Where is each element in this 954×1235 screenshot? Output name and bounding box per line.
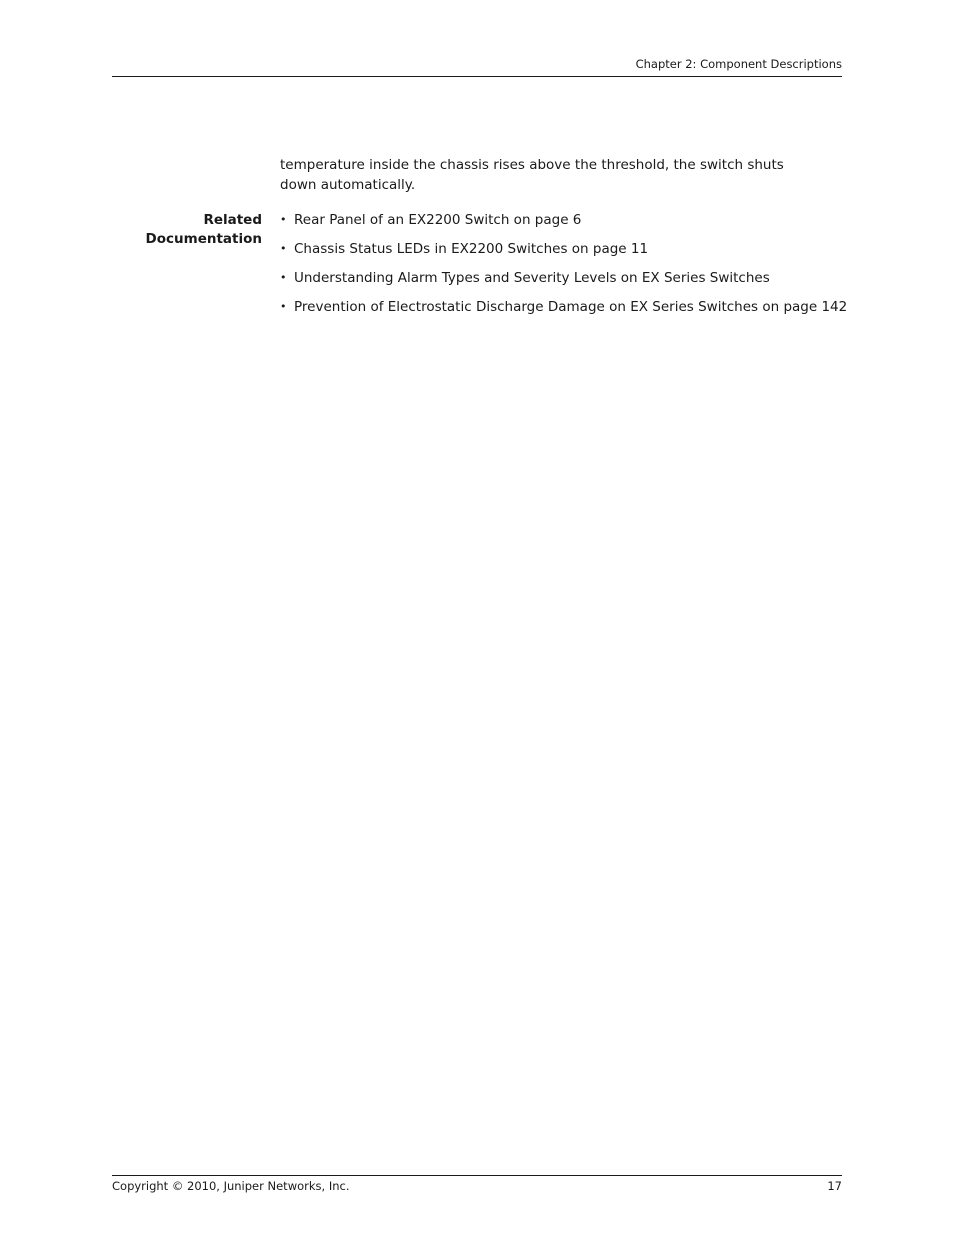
related-label-line1: Related (203, 212, 262, 228)
copyright-text: Copyright © 2010, Juniper Networks, Inc. (112, 1179, 350, 1193)
body-paragraph: temperature inside the chassis rises above the threshold, the switch shuts down automatically. (280, 157, 784, 193)
related-link[interactable]: Prevention of Electrostatic Discharge Damage on EX Series Switches on page 142 (294, 299, 848, 315)
related-label-line2: Documentation (145, 231, 262, 247)
running-header (112, 57, 842, 77)
list-item[interactable] (280, 268, 840, 288)
running-footer (112, 1175, 842, 1196)
related-documentation-label (112, 211, 262, 249)
related-link[interactable]: Chassis Status LEDs in EX2200 Switches on page 11 (294, 241, 649, 257)
chapter-title: Chapter 2: Component Descriptions (635, 57, 842, 71)
related-link[interactable]: Understanding Alarm Types and Severity Levels on EX Series Switches (294, 270, 770, 286)
bullet-icon: • (280, 271, 287, 284)
bullet-icon: • (280, 213, 287, 226)
bullet-icon: • (280, 242, 287, 255)
bullet-icon: • (280, 300, 287, 313)
list-item[interactable] (280, 210, 840, 230)
related-link[interactable]: Rear Panel of an EX2200 Switch on page 6 (294, 212, 582, 228)
related-documentation-list (280, 210, 848, 326)
list-item[interactable] (280, 239, 840, 259)
list-item[interactable] (280, 297, 848, 317)
page-number: 17 (827, 1179, 842, 1193)
